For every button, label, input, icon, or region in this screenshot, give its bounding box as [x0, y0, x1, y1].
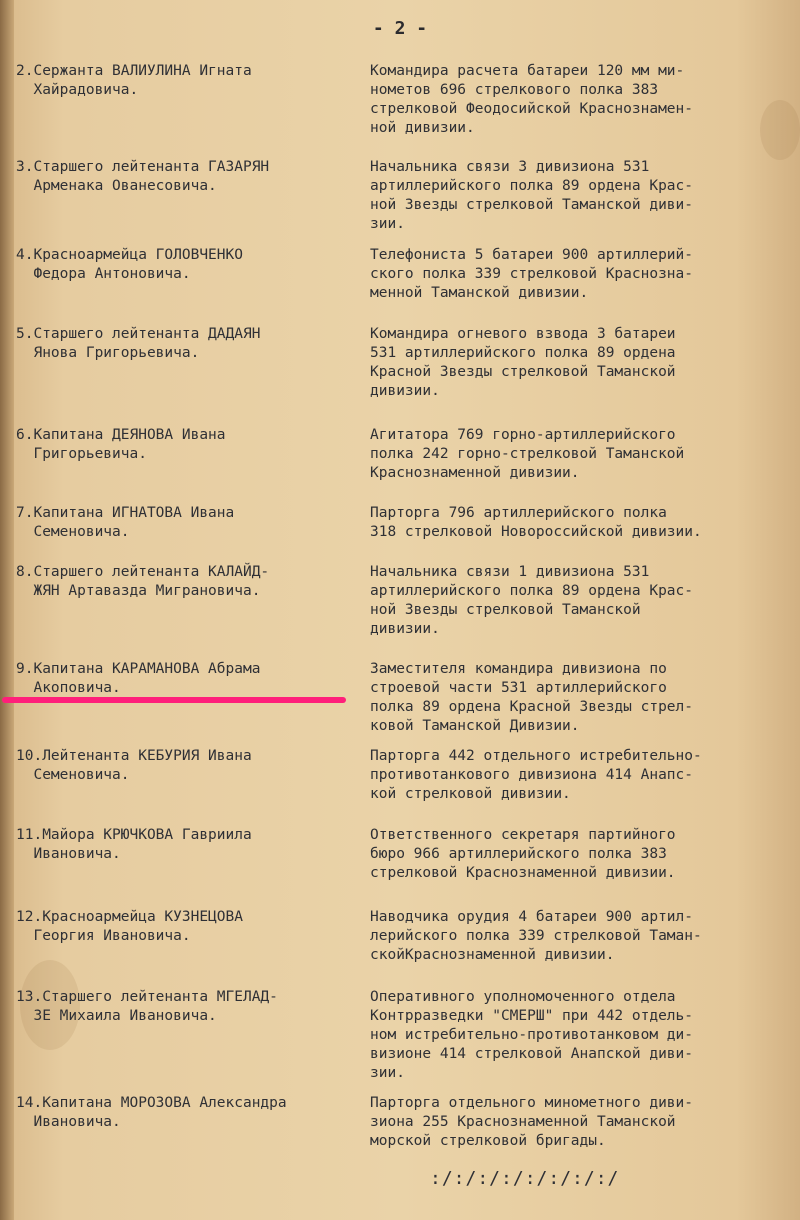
person-name: 2.Сержанта ВАЛИУЛИНА Игната Хайрадовича.: [16, 63, 252, 98]
person-name: 11.Майора КРЮЧКОВА Гавриила Ивановича.: [16, 827, 252, 862]
person-name: 10.Лейтенанта КЕБУРИЯ Ивана Семеновича.: [16, 748, 252, 783]
person-position: Парторга отдельного минометного диви- зиона 255 Краснознаменной Таманской морской стрелковой бригады.: [370, 1095, 694, 1149]
person-position: Начальника связи 3 дивизиона 531 артиллерийского полка 89 ордена Крас- ной Звезды стрелковой Таманской диви- зии.: [370, 159, 694, 232]
person-position: Оперативного уполномоченного отдела Контрразведки "СМЕРШ" при 442 отдель- ном истребительно-противотанковом ди- визионе 414 стрелковой Анапской диви- зии.: [370, 989, 694, 1081]
person-name: 3.Старшего лейтенанта ГАЗАРЯН Арменака Ованесовича.: [16, 159, 270, 194]
person-position: Наводчика орудия 4 батареи 900 артил- лерийского полка 339 стрелковой Таман- скойКраснознаменной дивизии.: [370, 909, 702, 963]
person-name: 7.Капитана ИГНАТОВА Ивана Семеновича.: [16, 505, 235, 540]
page-number: - 2 -: [372, 18, 428, 39]
person-position: Парторга 796 артиллерийского полка 318 стрелковой Новороссийской дивизии.: [370, 505, 702, 540]
person-name: 9.Капитана КАРАМАНОВА Абрама Акоповича.: [16, 661, 261, 696]
person-position: Парторга 442 отдельного истребительно- противотанкового дивизиона 414 Анапс- кой стрелковой дивизии.: [370, 748, 702, 802]
person-position: Командира огневого взвода 3 батареи 531 артиллерийского полка 89 ордена Красной Звезды стрелковой Таманской дивизии.: [370, 326, 676, 399]
person-position: Телефониста 5 батареи 900 артиллерий- ского полка 339 стрелковой Краснозна- менной Таманской дивизии.: [370, 247, 694, 301]
person-name: 6.Капитана ДЕЯНОВА Ивана Григорьевича.: [16, 427, 226, 462]
person-position: Ответственного секретаря партийного бюро 966 артиллерийского полка 383 стрелковой Краснознаменной дивизии.: [370, 827, 676, 881]
person-name: 13.Старшего лейтенанта МГЕЛАД- ЗЕ Михаила Ивановича.: [16, 989, 278, 1024]
person-name: 8.Старшего лейтенанта КАЛАЙД- ЖЯН Артавазда Миграновича.: [16, 564, 270, 599]
end-marks: :/:/:/:/:/:/:/:/: [430, 1168, 620, 1189]
highlight-underline: [2, 697, 346, 703]
person-name: 4.Красноармейца ГОЛОВЧЕНКО Федора Антоновича.: [16, 247, 243, 282]
binding-edge: [0, 0, 14, 1220]
person-name: 14.Капитана МОРОЗОВА Александра Ивановича.: [16, 1095, 287, 1130]
person-position: Командира расчета батареи 120 мм ми- нометов 696 стрелкового полка 383 стрелковой Феодосийской Краснознамен- ной дивизии.: [370, 63, 694, 136]
person-position: Агитатора 769 горно-артиллерийского полка 242 горно-стрелковой Таманской Краснознаменной дивизии.: [370, 427, 685, 481]
person-position: Начальника связи 1 дивизиона 531 артиллерийского полка 89 ордена Крас- ной Звезды стрелковой Таманской дивизии.: [370, 564, 694, 637]
person-position: Заместителя командира дивизиона по строевой части 531 артиллерийского полка 89 ордена Красной Звезды стрел- ковой Таманской Дивизии.: [370, 661, 694, 734]
person-name: 12.Красноармейца КУЗНЕЦОВА Георгия Ивановича.: [16, 909, 243, 944]
person-name: 5.Старшего лейтенанта ДАДАЯН Янова Григорьевича.: [16, 326, 261, 361]
